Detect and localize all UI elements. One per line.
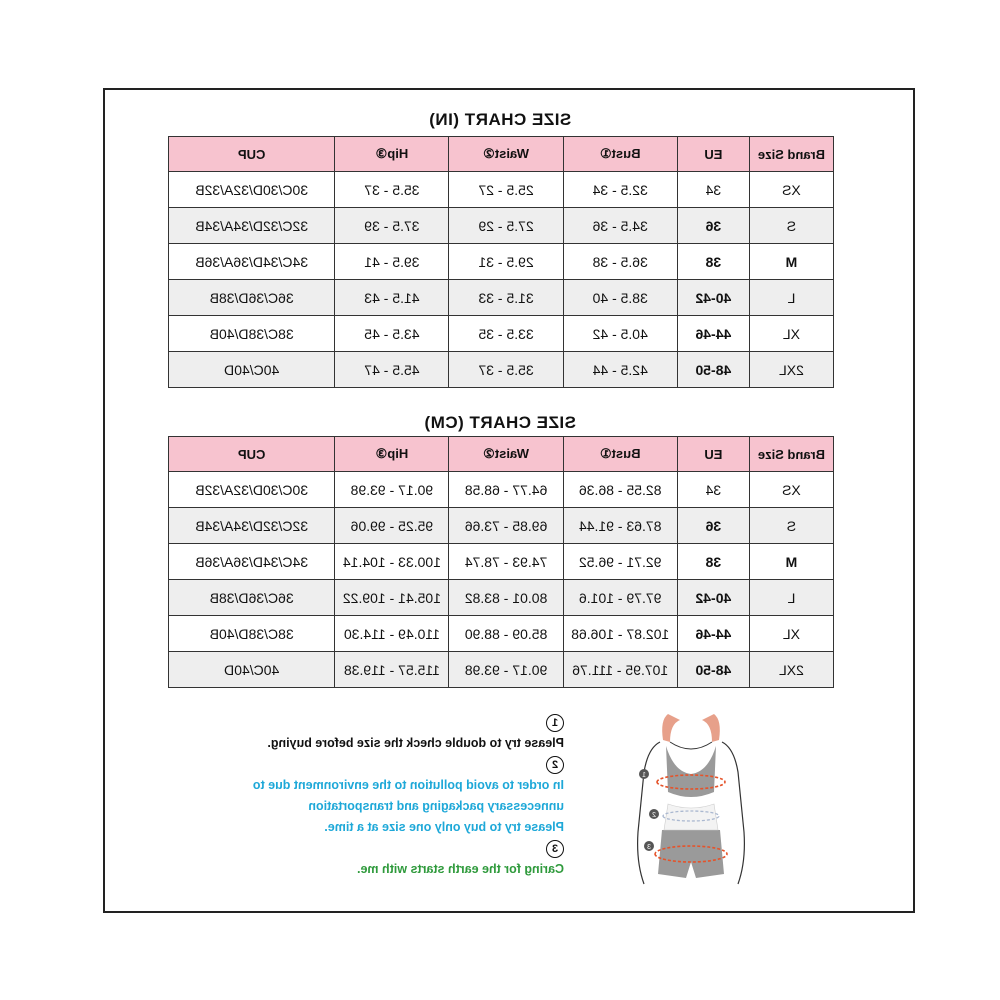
note-number-1: 1 xyxy=(546,714,564,732)
cell-eu: 48-50 xyxy=(677,352,749,388)
header-waist: Waist② xyxy=(449,137,563,172)
cell-eu: 38 xyxy=(677,244,749,280)
cell-waist: 64.77 - 68.58 xyxy=(449,472,563,508)
cell-brand-size: XS xyxy=(749,172,833,208)
cell-cup: 32C/32D/34A/34B xyxy=(169,508,335,544)
table-row xyxy=(169,652,834,688)
cell-hip: 95.25 - 99.06 xyxy=(335,508,449,544)
cell-brand-size: M xyxy=(749,244,833,280)
cell-brand-size: 2XL xyxy=(749,652,833,688)
note-number-3: 3 xyxy=(546,840,564,858)
header-hip: Hip③ xyxy=(335,437,449,472)
notes-block xyxy=(189,712,564,880)
cell-waist: 90.17 - 93.98 xyxy=(449,652,563,688)
cell-eu: 38 xyxy=(677,544,749,580)
cell-waist: 33.5 - 35 xyxy=(449,316,563,352)
cell-eu: 34 xyxy=(677,172,749,208)
table-row xyxy=(169,352,834,388)
header-cup: CUP xyxy=(169,137,335,172)
cell-bust: 32.5 - 34 xyxy=(563,172,677,208)
measurement-body-icon xyxy=(630,712,752,888)
table-header-row xyxy=(169,137,834,172)
table-row xyxy=(169,472,834,508)
cell-hip: 110.49 - 114.30 xyxy=(335,616,449,652)
cell-cup: 30C/30D/32A/32B xyxy=(169,472,335,508)
cell-cup: 36C/36D/38B xyxy=(169,280,335,316)
cell-bust: 40.5 - 42 xyxy=(563,316,677,352)
note-line-5: Caring for the earth starts with me. xyxy=(357,862,564,876)
header-brand-size: Brand Size xyxy=(749,437,833,472)
cell-bust: 38.5 - 40 xyxy=(563,280,677,316)
figure-label-1: 1 xyxy=(642,772,646,779)
note-line-1: Please try to double check the size before buying. xyxy=(267,736,564,750)
figure-label-2: 2 xyxy=(652,812,656,819)
cell-brand-size: XL xyxy=(749,616,833,652)
cell-cup: 32C/32D/34A/34B xyxy=(169,208,335,244)
cell-cup: 30C/30D/32A/32B xyxy=(169,172,335,208)
cell-brand-size: 2XL xyxy=(749,352,833,388)
cell-eu: 44-46 xyxy=(677,616,749,652)
cell-waist: 31.5 - 33 xyxy=(449,280,563,316)
size-chart-in-table xyxy=(168,136,834,388)
cell-hip: 37.5 - 39 xyxy=(335,208,449,244)
cell-brand-size: L xyxy=(749,580,833,616)
cell-waist: 74.93 - 78.74 xyxy=(449,544,563,580)
cell-cup: 38C/38D/40B xyxy=(169,616,335,652)
cell-hip: 41.5 - 43 xyxy=(335,280,449,316)
cell-brand-size: XS xyxy=(749,472,833,508)
figure-label-3: 3 xyxy=(647,844,651,851)
cell-waist: 80.01 - 83.82 xyxy=(449,580,563,616)
cell-waist: 27.5 - 29 xyxy=(449,208,563,244)
cell-cup: 34C/34D/36A/36B xyxy=(169,244,335,280)
table-row xyxy=(169,544,834,580)
cell-eu: 36 xyxy=(677,208,749,244)
in-table-body xyxy=(169,172,834,388)
header-bust: Bust① xyxy=(563,437,677,472)
cell-brand-size: L xyxy=(749,280,833,316)
cell-brand-size: XL xyxy=(749,316,833,352)
cell-cup: 40C/40D xyxy=(169,352,335,388)
cell-hip: 100.33 - 104.14 xyxy=(335,544,449,580)
table-row xyxy=(169,616,834,652)
cm-chart-title: SIZE CHART (CM) xyxy=(424,413,576,432)
note-line-2: In order to avoid pollution to the environment due to xyxy=(252,778,564,792)
cell-cup: 36C/36D/38B xyxy=(169,580,335,616)
header-waist: Waist② xyxy=(449,437,563,472)
cell-bust: 92.71 - 96.52 xyxy=(563,544,677,580)
cell-bust: 36.5 - 38 xyxy=(563,244,677,280)
cell-cup: 34C/34D/36A/36B xyxy=(169,544,335,580)
cell-bust: 34.5 - 36 xyxy=(563,208,677,244)
cell-hip: 39.5 - 41 xyxy=(335,244,449,280)
table-row xyxy=(169,208,834,244)
cell-bust: 42.5 - 44 xyxy=(563,352,677,388)
cell-waist: 35.5 - 37 xyxy=(449,352,563,388)
table-row xyxy=(169,244,834,280)
note-line-4: Please try to buy only one size at a time. xyxy=(324,820,564,834)
cell-eu: 40-42 xyxy=(677,280,749,316)
table-row xyxy=(169,580,834,616)
header-brand-size: Brand Size xyxy=(749,137,833,172)
header-eu: EU xyxy=(677,137,749,172)
cell-eu: 36 xyxy=(677,508,749,544)
cell-hip: 35.5 - 37 xyxy=(335,172,449,208)
table-row xyxy=(169,172,834,208)
header-eu: EU xyxy=(677,437,749,472)
table-row xyxy=(169,316,834,352)
cell-hip: 105.41 - 109.22 xyxy=(335,580,449,616)
cell-brand-size: S xyxy=(749,208,833,244)
table-row xyxy=(169,280,834,316)
note-number-2: 2 xyxy=(546,756,564,774)
table-row xyxy=(169,508,834,544)
note-line-3: unnecessary packaging and transportation xyxy=(308,799,564,813)
cell-waist: 25.5 - 27 xyxy=(449,172,563,208)
cell-cup: 38C/38D/40B xyxy=(169,316,335,352)
cell-eu: 44-46 xyxy=(677,316,749,352)
cell-waist: 29.5 - 31 xyxy=(449,244,563,280)
cell-cup: 40C/40D xyxy=(169,652,335,688)
size-chart-cm-table xyxy=(168,436,834,688)
cell-brand-size: S xyxy=(749,508,833,544)
cell-hip: 90.17 - 93.98 xyxy=(335,472,449,508)
cell-bust: 102.87 - 106.68 xyxy=(563,616,677,652)
cell-eu: 40-42 xyxy=(677,580,749,616)
cm-table-body xyxy=(169,472,834,688)
cell-bust: 97.79 - 101.6 xyxy=(563,580,677,616)
in-chart-title: SIZE CHART (IN) xyxy=(428,110,572,129)
cell-hip: 43.5 - 45 xyxy=(335,316,449,352)
header-hip: Hip③ xyxy=(335,137,449,172)
cell-eu: 34 xyxy=(677,472,749,508)
cell-waist: 69.85 - 73.66 xyxy=(449,508,563,544)
cell-waist: 85.09 - 88.90 xyxy=(449,616,563,652)
header-cup: CUP xyxy=(169,437,335,472)
cell-hip: 45.5 - 47 xyxy=(335,352,449,388)
cell-eu: 48-50 xyxy=(677,652,749,688)
cell-bust: 107.95 - 111.76 xyxy=(563,652,677,688)
cell-bust: 87.63 - 91.44 xyxy=(563,508,677,544)
cell-brand-size: M xyxy=(749,544,833,580)
cell-bust: 82.55 - 86.36 xyxy=(563,472,677,508)
table-header-row xyxy=(169,437,834,472)
header-bust: Bust① xyxy=(563,137,677,172)
cell-hip: 115.57 - 119.38 xyxy=(335,652,449,688)
